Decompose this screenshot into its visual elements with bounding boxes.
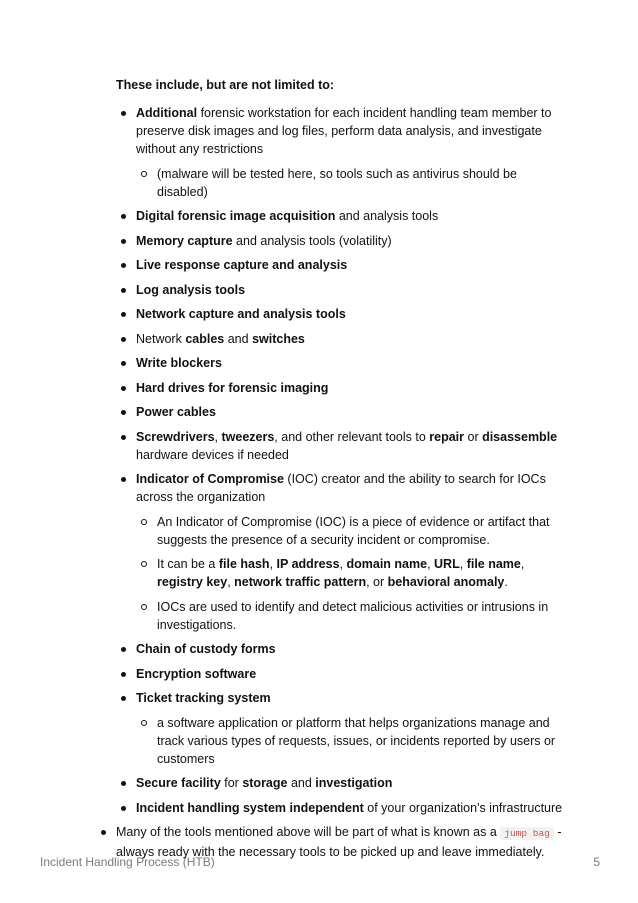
text: , <box>427 557 435 571</box>
list-item-network <box>116 330 566 348</box>
text: - always ready with the necessary tools to be picked up and leave immediately. <box>116 825 562 859</box>
bold-text: Hard drives for forensic imaging <box>136 380 329 395</box>
bold-text: Live response capture and analysis <box>136 258 348 272</box>
text: and analysis tools <box>335 209 439 223</box>
list-item-power-cables <box>116 403 566 421</box>
bold-text: registry key <box>157 575 228 589</box>
sublist-item <box>136 555 566 591</box>
bold-text: Log analysis tools <box>136 282 246 297</box>
list-item-screwdrivers <box>116 428 566 464</box>
bold-text: Power cables <box>136 405 216 419</box>
text: , or <box>366 575 388 589</box>
text: of your organization's infrastructure <box>363 800 563 815</box>
tools-list <box>116 104 566 817</box>
intro-heading: These include, but are not limited to: <box>116 78 335 92</box>
bold-text: storage <box>242 776 288 790</box>
list-item-additional <box>116 104 566 201</box>
bold-text: behavioral anomaly <box>387 575 505 589</box>
sublist-item: a software application or platform that helps organizations manage and track various types of requests, issues, or incidents reported by users or customers <box>136 714 566 768</box>
bold-text: Chain of custody forms <box>136 642 276 656</box>
bold-text: switches <box>252 331 305 346</box>
bold-text: domain name <box>346 557 428 571</box>
sublist <box>136 165 566 201</box>
text: , <box>227 575 235 589</box>
bold-text: Incident handling system independent <box>136 800 364 815</box>
bold-text: file name <box>466 557 521 571</box>
text: Network <box>136 331 186 346</box>
bold-text: file hash <box>218 557 270 571</box>
list-item-network-capture <box>116 305 566 323</box>
list-item-custody <box>116 640 566 658</box>
text: and analysis tools (volatility) <box>232 233 392 248</box>
list-item-ioc <box>116 470 566 634</box>
text: , <box>339 557 347 571</box>
text: It can be a <box>157 557 219 571</box>
list-item-ticket <box>116 689 566 768</box>
footer-title: Incident Handling Process (HTB) <box>40 855 215 869</box>
bold-text: disassemble <box>482 429 558 444</box>
bold-text: network traffic pattern <box>234 575 367 589</box>
text: (IOC) creator and the ability to search for IOCs across the organization <box>136 472 546 504</box>
text: or <box>464 429 483 444</box>
text: for <box>220 776 243 790</box>
bold-text: Additional <box>136 106 198 120</box>
bold-text: Memory capture <box>136 233 233 248</box>
list-item-write-blockers <box>116 354 566 372</box>
text: forensic workstation for each incident handling team member to preserve disk images and log files, perform data analysis, and investigate without any restrictions <box>136 106 552 156</box>
text: hardware devices if needed <box>136 447 289 462</box>
text: , and other relevant tools to <box>274 429 430 444</box>
bold-text: Encryption software <box>136 666 257 681</box>
list-item-live-response <box>116 256 566 274</box>
sublist-item: (malware will be tested here, so tools such as antivirus should be disabled) <box>136 165 566 201</box>
list-item-incident-system <box>116 799 566 817</box>
text: Many of the tools mentioned above will be part of what is known as a <box>116 825 501 839</box>
bold-text: Digital forensic image acquisition <box>136 209 336 223</box>
sublist-item: IOCs are used to identify and detect malicious activities or intrusions in investigations. <box>136 598 566 634</box>
list-item-memory <box>116 232 566 250</box>
text: , <box>459 557 467 571</box>
page-number: 5 <box>593 855 600 869</box>
bold-text: Secure facility <box>136 776 221 790</box>
bold-text: IP address <box>276 557 340 571</box>
bold-text: investigation <box>315 776 393 790</box>
text: , <box>269 557 277 571</box>
text: , <box>214 429 222 444</box>
bold-text: Indicator of Compromise <box>136 472 284 486</box>
bold-text: Write blockers <box>136 356 222 370</box>
text: , <box>520 557 525 571</box>
text: . <box>504 575 508 589</box>
list-item-hard-drives <box>116 379 566 397</box>
bold-text: URL <box>434 557 460 571</box>
list-item-encryption <box>116 665 566 683</box>
text: and <box>224 331 253 346</box>
sublist <box>136 513 566 634</box>
bold-text: Ticket tracking system <box>136 691 271 705</box>
bold-text: repair <box>429 429 465 444</box>
list-item-secure-facility <box>116 774 566 792</box>
bold-text: Screwdrivers <box>136 429 215 444</box>
list-item-acquisition <box>116 207 566 225</box>
bold-text: Network capture and analysis tools <box>136 307 346 321</box>
text: and <box>287 776 316 790</box>
sublist-item: An Indicator of Compromise (IOC) is a piece of evidence or artifact that suggests the presence of a security incident or compromise. <box>136 513 566 549</box>
sublist <box>136 714 566 768</box>
list-item-log-analysis <box>116 281 566 299</box>
bold-text: tweezers <box>221 429 275 444</box>
document-body <box>116 76 566 861</box>
inline-code: jump bag <box>500 827 554 840</box>
bold-text: cables <box>185 331 225 346</box>
